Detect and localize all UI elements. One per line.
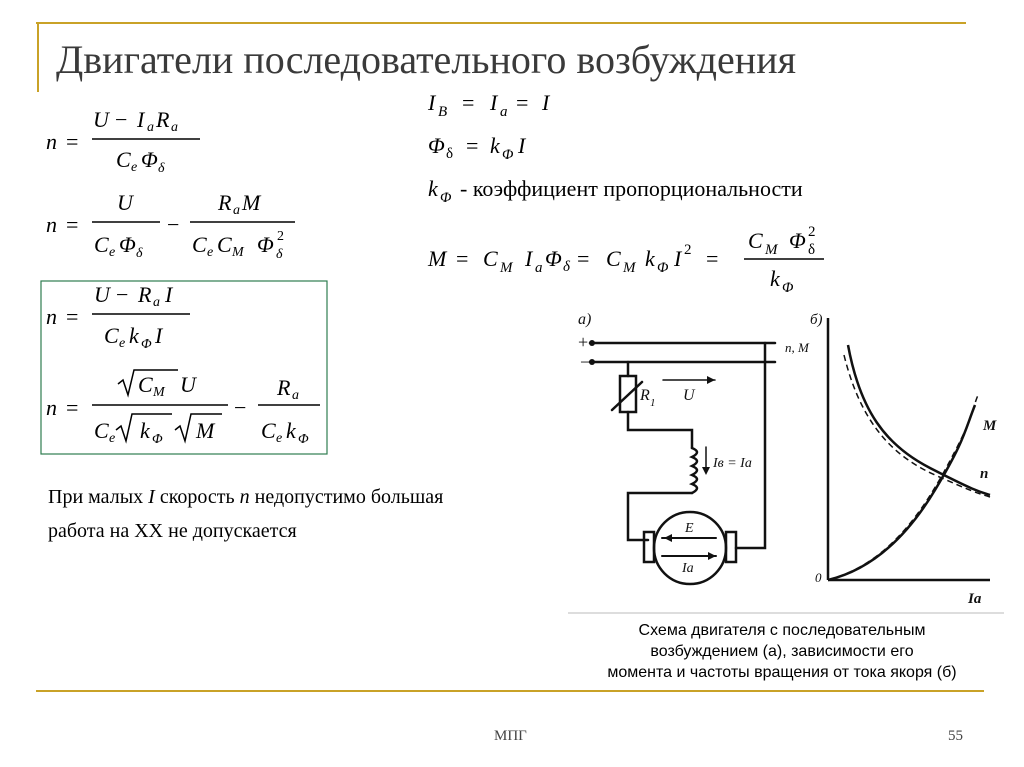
- svg-text:C: C: [217, 232, 232, 257]
- svg-text:Φ: Φ: [440, 190, 452, 206]
- svg-text:a: a: [171, 120, 178, 135]
- motor-current-label: Iа: [682, 561, 694, 576]
- svg-text:k: k: [129, 323, 139, 348]
- svg-text:B: B: [438, 104, 448, 120]
- origin-label: 0: [815, 570, 822, 585]
- svg-text:e: e: [119, 336, 126, 351]
- svg-text:M: M: [232, 245, 244, 260]
- note-mid: скорость: [154, 486, 240, 508]
- svg-text:Φ: Φ: [789, 228, 806, 253]
- svg-text:δ: δ: [276, 247, 283, 262]
- svg-text:M: M: [196, 418, 215, 443]
- svg-text:C: C: [116, 147, 131, 172]
- svg-text:Φ: Φ: [502, 147, 514, 163]
- svg-text:Φ: Φ: [141, 337, 152, 352]
- svg-text:a: a: [535, 260, 543, 276]
- note-n: n: [239, 486, 250, 508]
- current-equal-label: Iв = Iа: [713, 456, 752, 471]
- svg-text:I: I: [165, 282, 173, 307]
- svg-text:M: M: [500, 260, 513, 276]
- svg-text:Φ: Φ: [141, 147, 158, 172]
- svg-text:=: =: [577, 246, 590, 271]
- svg-text:k: k: [140, 418, 150, 443]
- svg-text:2: 2: [808, 224, 816, 240]
- note-post: недопустимо большая: [249, 486, 444, 508]
- caption-line-2: возбуждением (а), зависимости его: [650, 643, 914, 660]
- svg-text:2: 2: [277, 229, 284, 244]
- svg-text:I: I: [490, 90, 498, 115]
- slide-title: Двигатели последовательного возбуждения: [56, 37, 796, 82]
- voltage-label: U: [683, 387, 695, 404]
- svg-text:=: =: [466, 133, 479, 158]
- svg-text:=: =: [462, 90, 475, 115]
- footer-left: МПГ: [494, 728, 527, 744]
- svg-text:n: n: [46, 395, 57, 420]
- svg-text:e: e: [276, 431, 283, 446]
- svg-text:I: I: [542, 90, 550, 115]
- svg-text:R: R: [218, 190, 232, 215]
- svg-text:C: C: [192, 232, 207, 257]
- svg-text:C: C: [261, 418, 276, 443]
- caption-line-1: Схема двигателя с последовательным: [638, 622, 926, 639]
- svg-text:a: a: [147, 120, 154, 135]
- svg-text:=: =: [706, 246, 719, 271]
- svg-text:R: R: [156, 107, 170, 132]
- axis-x-label: Iа: [968, 591, 982, 607]
- svg-text:=: =: [66, 212, 79, 237]
- svg-text:=: =: [456, 246, 469, 271]
- svg-text:C: C: [483, 246, 498, 271]
- svg-text:Φ: Φ: [119, 232, 136, 257]
- svg-text:a: a: [292, 388, 299, 403]
- svg-text:=: =: [66, 129, 79, 154]
- svg-text:=: =: [66, 304, 79, 329]
- svg-text:C: C: [606, 246, 621, 271]
- svg-text:δ: δ: [158, 161, 165, 176]
- svg-text:M: M: [765, 242, 778, 258]
- label-a: а): [578, 311, 592, 328]
- svg-text:Φ: Φ: [257, 232, 274, 257]
- svg-text:n: n: [46, 129, 57, 154]
- note-pre: При малых: [48, 486, 149, 508]
- svg-text:e: e: [109, 245, 116, 260]
- svg-text:I: I: [525, 246, 533, 271]
- svg-text:a: a: [233, 203, 240, 218]
- page-number: 55: [948, 728, 963, 744]
- curve-M-label: M: [983, 418, 997, 434]
- svg-text:−: −: [234, 395, 247, 420]
- svg-text:=: =: [66, 395, 79, 420]
- svg-text:I: I: [137, 107, 145, 132]
- svg-text:e: e: [109, 431, 116, 446]
- curve-n-label: n: [980, 466, 989, 482]
- svg-text:R: R: [138, 282, 152, 307]
- svg-text:U: U: [94, 282, 110, 307]
- svg-text:M: M: [242, 190, 261, 215]
- svg-text:U: U: [93, 107, 109, 132]
- svg-text:U: U: [117, 190, 133, 215]
- svg-text:C: C: [94, 232, 109, 257]
- svg-text:a: a: [153, 295, 160, 310]
- svg-text:C: C: [748, 228, 763, 253]
- svg-text:e: e: [207, 245, 214, 260]
- svg-text:I: I: [428, 90, 436, 115]
- svg-text:e: e: [131, 160, 138, 175]
- emf-label: E: [685, 521, 694, 536]
- svg-text:−: −: [167, 212, 180, 237]
- svg-text:Φ: Φ: [152, 432, 163, 447]
- svg-text:k: k: [428, 176, 438, 201]
- svg-text:2: 2: [684, 242, 692, 258]
- svg-text:δ: δ: [446, 146, 454, 162]
- svg-text:k: k: [286, 418, 296, 443]
- svg-text:k: k: [645, 246, 655, 271]
- resistor-label: R: [640, 387, 650, 404]
- svg-text:C: C: [94, 418, 109, 443]
- svg-text:δ: δ: [136, 246, 143, 261]
- svg-text:C: C: [138, 372, 153, 397]
- svg-text:M: M: [153, 385, 165, 400]
- svg-text:n: n: [46, 304, 57, 329]
- svg-text:a: a: [500, 104, 508, 120]
- note-I: I: [148, 486, 155, 508]
- svg-text:M: M: [428, 246, 447, 271]
- svg-text:Φ: Φ: [782, 280, 794, 296]
- svg-text:U: U: [180, 372, 196, 397]
- resistor-sub: 1: [650, 397, 656, 409]
- plus-label: +: [578, 332, 589, 352]
- svg-text:δ: δ: [808, 242, 816, 258]
- svg-text:n: n: [46, 212, 57, 237]
- svg-text:C: C: [104, 323, 119, 348]
- svg-text:R: R: [277, 375, 291, 400]
- svg-text:M: M: [623, 260, 636, 276]
- minus-label: −: [580, 352, 591, 372]
- svg-text:−: −: [116, 282, 129, 307]
- svg-text:−: −: [115, 107, 128, 132]
- svg-text:I: I: [674, 246, 682, 271]
- svg-text:δ: δ: [563, 259, 570, 275]
- figure-caption: [560, 620, 1004, 683]
- label-b: б): [810, 312, 823, 328]
- svg-text:I: I: [155, 323, 163, 348]
- svg-text:=: =: [516, 90, 529, 115]
- svg-text:- коэффициент пропорциональнос: - коэффициент пропорциональности: [460, 176, 803, 201]
- svg-text:Φ: Φ: [428, 133, 445, 158]
- caption-line-3: момента и частоты вращения от тока якоря (б): [607, 664, 957, 681]
- note-line-2: работа на ХХ не допускается: [48, 520, 297, 542]
- svg-text:k: k: [490, 133, 500, 158]
- svg-text:Φ: Φ: [657, 260, 669, 276]
- svg-text:Φ: Φ: [545, 246, 562, 271]
- svg-text:k: k: [770, 266, 780, 291]
- svg-text:Φ: Φ: [298, 432, 309, 447]
- svg-text:I: I: [518, 133, 526, 158]
- axis-y-label: n, M: [785, 340, 809, 355]
